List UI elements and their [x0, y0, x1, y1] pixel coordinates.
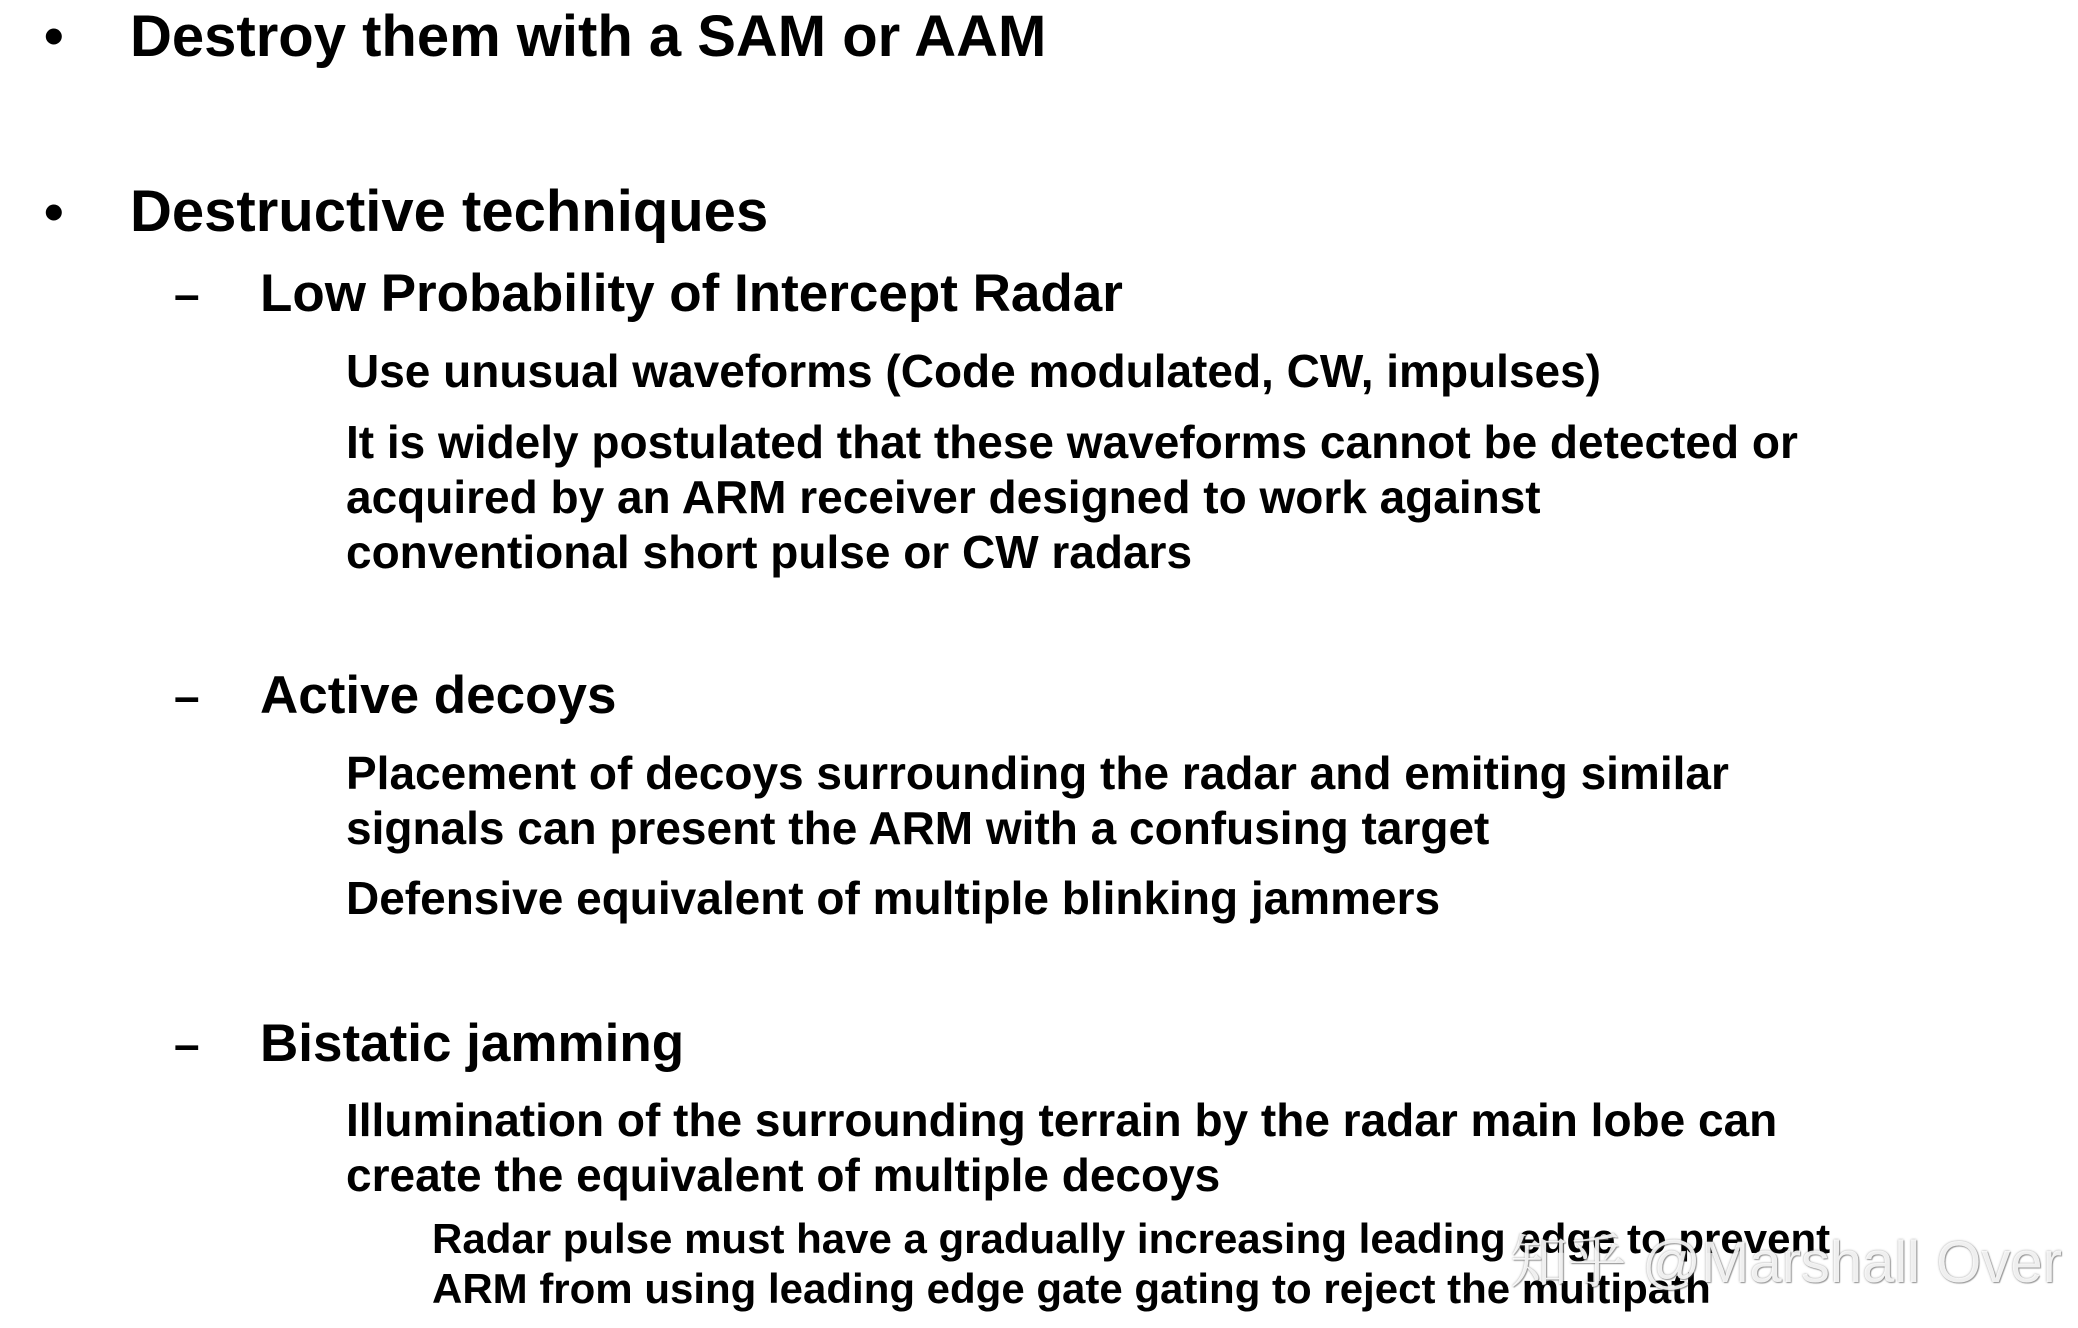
- decoys-paragraph-2: Defensive equivalent of multiple blinking jammers: [346, 872, 1441, 924]
- decoys-paragraph-1-line-1: Placement of decoys surrounding the radar and emiting similar: [346, 747, 1729, 799]
- zhihu-watermark: 知乎 @Marshall Over: [1510, 1230, 2062, 1295]
- bullet-point-icon: •: [44, 180, 64, 243]
- bistatic-sub-point-line-2: ARM from using leading edge gate gating to reject the multipath: [432, 1265, 1711, 1312]
- bullet-destroy-sam-aam: Destroy them with a SAM or AAM: [130, 4, 1047, 69]
- subheading-active-decoys: Active decoys: [260, 666, 617, 725]
- bistatic-paragraph-1-line-1: Illumination of the surrounding terrain by the radar main lobe can: [346, 1094, 1778, 1146]
- lpi-paragraph-2-line-2: acquired by an ARM receiver designed to work against: [346, 471, 1541, 523]
- bullet-destructive-techniques: Destructive techniques: [130, 179, 769, 244]
- lpi-paragraph-2-line-3: conventional short pulse or CW radars: [346, 526, 1193, 578]
- bistatic-paragraph-1-line-2: create the equivalent of multiple decoys: [346, 1149, 1221, 1201]
- subheading-bistatic-jamming: Bistatic jamming: [260, 1014, 685, 1073]
- lpi-paragraph-1: Use unusual waveforms (Code modulated, CW, impulses): [346, 345, 1602, 397]
- bistatic-sub-point-line-1: Radar pulse must have a gradually increasing leading edge to prevent: [432, 1215, 1831, 1262]
- subheading-lpi-radar: Low Probability of Intercept Radar: [260, 264, 1123, 323]
- lpi-paragraph-2-line-1: It is widely postulated that these waveforms cannot be detected or: [346, 416, 1798, 468]
- dash-marker-icon: –: [174, 1018, 200, 1070]
- dash-marker-icon: –: [174, 670, 200, 722]
- decoys-paragraph-1-line-2: signals can present the ARM with a confusing target: [346, 802, 1490, 854]
- dash-marker-icon: –: [174, 268, 200, 320]
- bullet-point-icon: •: [44, 4, 64, 67]
